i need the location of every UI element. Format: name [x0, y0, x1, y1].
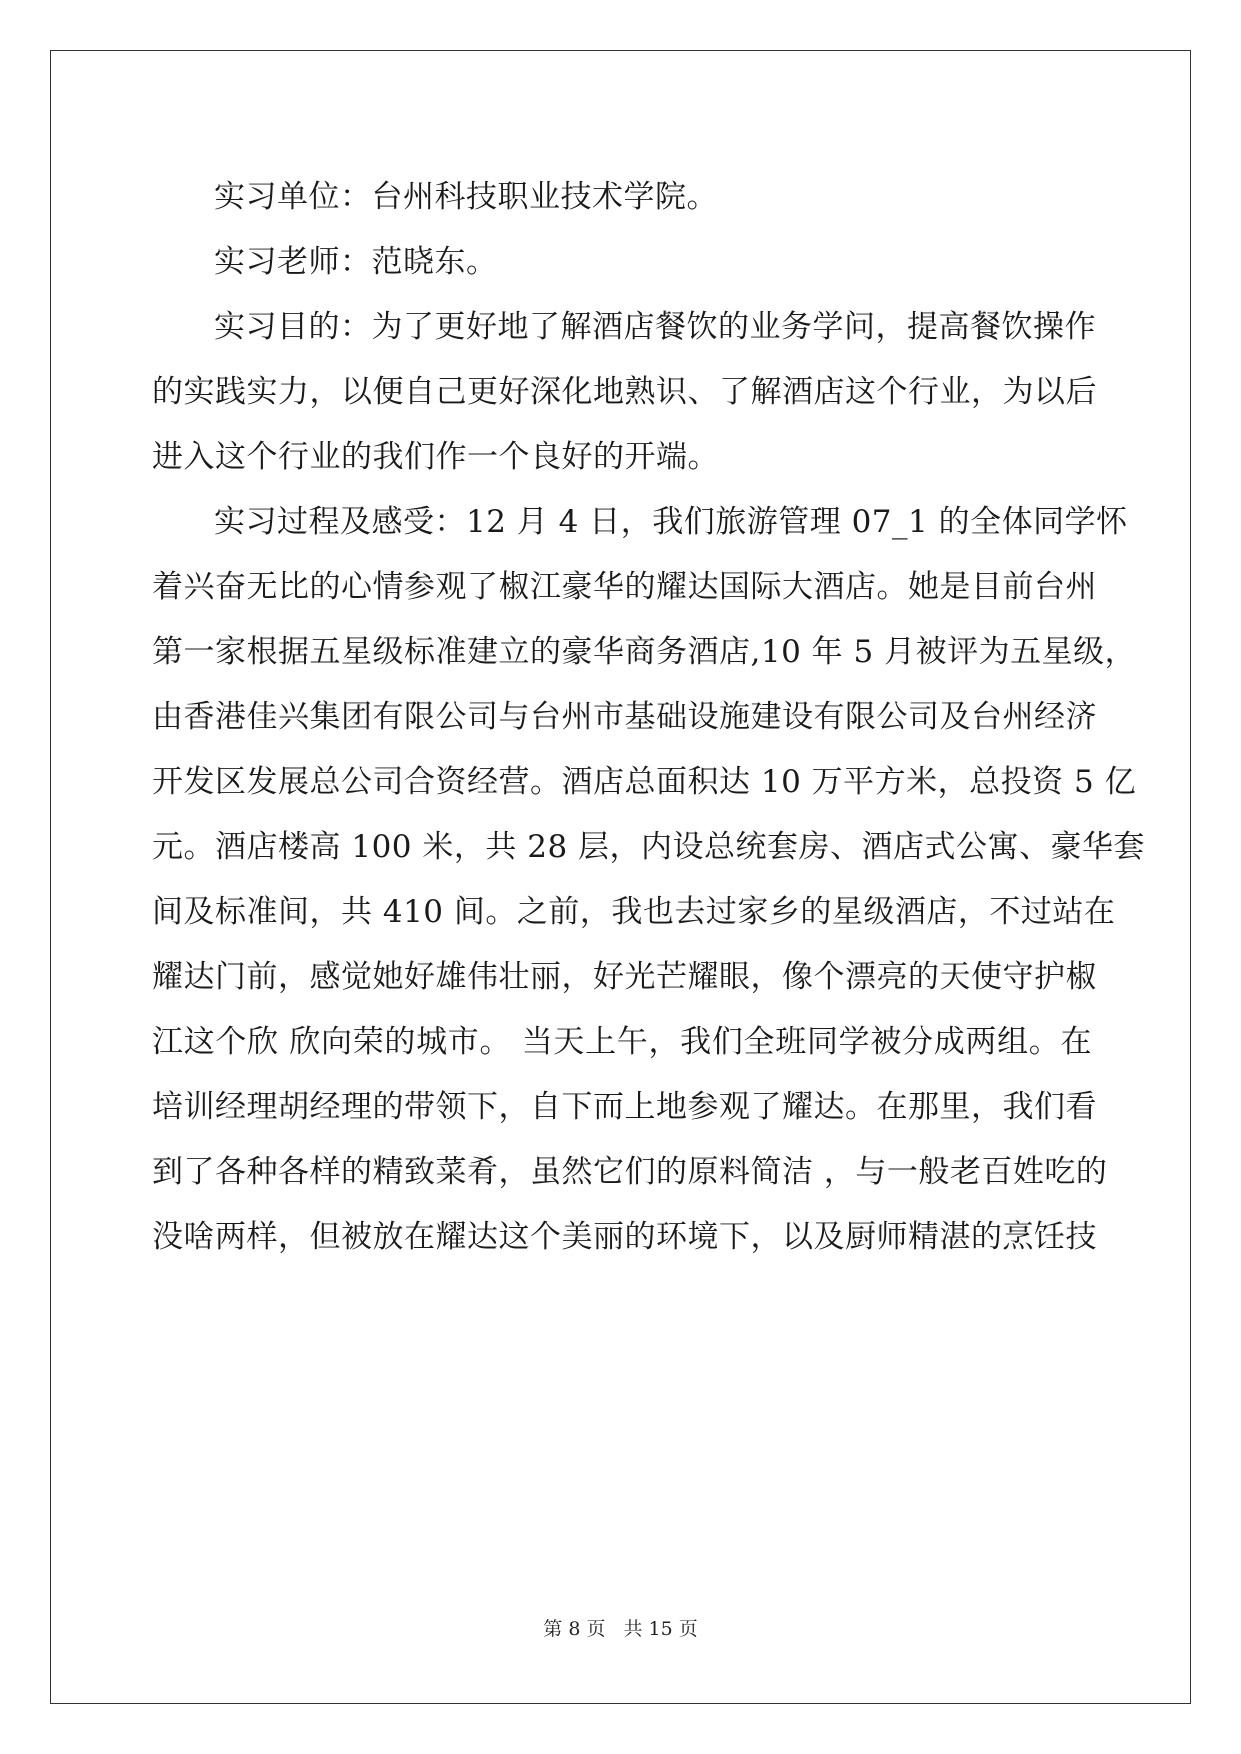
text-line: 着兴奋无比的心情参观了椒江豪华的耀达国际大酒店。她是目前台州 — [152, 569, 1097, 605]
text-line: 第一家根据五星级标准建立的豪华商务酒店,10 年 5 月被评为五星级， — [152, 634, 1137, 670]
text-line: 实习单位：台州科技职业技术学院。 — [214, 179, 718, 215]
text-line: 间及标准间，共 410 间。之前，我也去过家乡的星级酒店，不过站在 — [152, 894, 1116, 930]
text-line: 实习目的：为了更好地了解酒店餐饮的业务学问，提高餐饮操作 — [214, 309, 1096, 345]
paragraph-internship-teacher — [152, 230, 1092, 295]
text-line: 培训经理胡经理的带领下，自下而上地参观了耀达。在那里，我们看 — [152, 1089, 1097, 1125]
text-line: 江这个欣 欣向荣的城市。 当天上午，我们全班同学被分成两组。在 — [152, 1024, 1092, 1060]
paragraph-internship-process — [152, 490, 1146, 1270]
text-line: 到了各种各样的精致菜肴，虽然它们的原料简洁 ，与一般老百姓吃的 — [152, 1154, 1108, 1190]
text-line: 没啥两样，但被放在耀达这个美丽的环境下，以及厨师精湛的烹饪技 — [152, 1219, 1097, 1255]
document-body — [152, 165, 1146, 1270]
page-total: 共 15 页 — [623, 1618, 698, 1640]
paragraph-internship-unit — [152, 165, 1092, 230]
text-line: 的实践实力，以便自己更好深化地熟识、了解酒店这个行业，为以后 — [152, 374, 1097, 410]
page-number: 第 8 页 — [543, 1618, 606, 1640]
text-line: 耀达门前，感觉她好雄伟壮丽，好光芒耀眼，像个漂亮的天使守护椒 — [152, 959, 1097, 995]
page-footer — [0, 1614, 1241, 1641]
text-line: 实习过程及感受：12 月 4 日，我们旅游管理 07_1 的全体同学怀 — [214, 504, 1128, 540]
paragraph-internship-purpose — [152, 295, 1097, 490]
text-line: 实习老师：范晓东。 — [214, 244, 498, 280]
text-line: 元。酒店楼高 100 米，共 28 层，内设总统套房、酒店式公寓、豪华套 — [152, 829, 1146, 865]
text-line: 由香港佳兴集团有限公司与台州市基础设施建设有限公司及台州经济 — [152, 699, 1097, 735]
text-line: 开发区发展总公司合资经营。酒店总面积达 10 万平方米，总投资 5 亿 — [152, 764, 1137, 800]
text-line: 进入这个行业的我们作一个良好的开端。 — [152, 439, 719, 475]
